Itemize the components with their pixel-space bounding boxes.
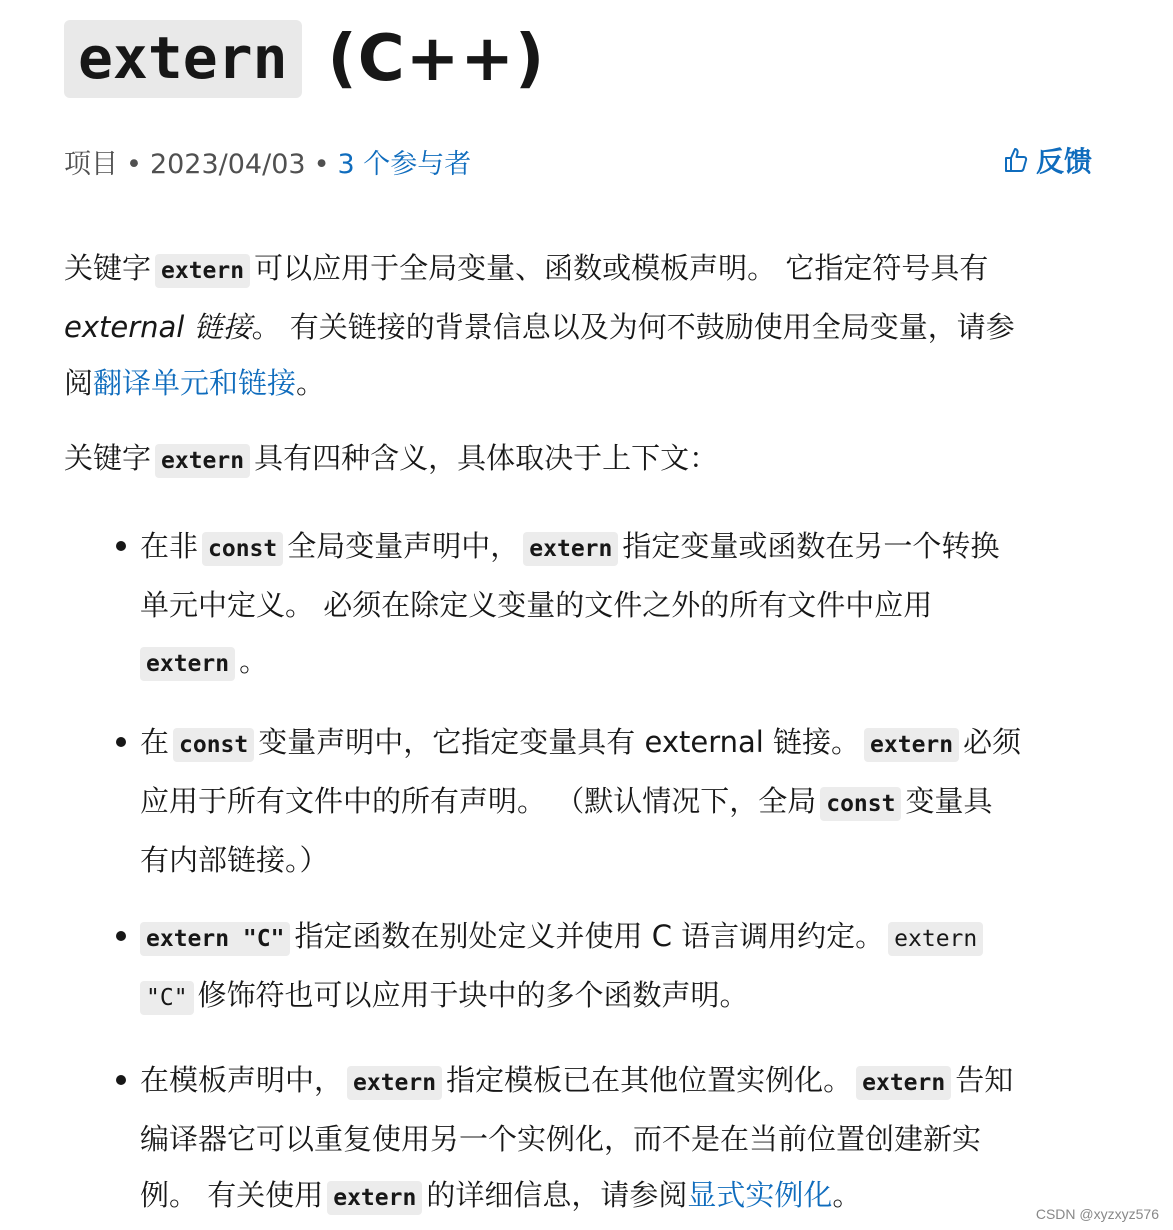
- text: 阅: [64, 366, 94, 400]
- contributors-link[interactable]: 3 个参与者: [337, 149, 472, 180]
- inline-code: const: [202, 532, 283, 566]
- inline-code: const: [820, 787, 901, 821]
- inline-code: const: [173, 728, 254, 762]
- inline-code: extern "C": [140, 922, 290, 956]
- inline-code: extern: [888, 922, 983, 956]
- text: 变量具: [905, 784, 993, 818]
- text: 有内部链接。）: [140, 843, 329, 877]
- text: 在: [140, 725, 170, 759]
- text: 编译器它可以重复使用另一个实例化，而不是在当前位置创建新实: [140, 1122, 982, 1156]
- text: 修饰符也可以应用于块中的多个函数声明。: [197, 978, 749, 1012]
- article-meta: [64, 142, 1092, 181]
- inline-code: extern: [864, 728, 959, 762]
- list-item: [140, 1052, 1120, 1226]
- text: 指定函数在别处定义并使用 C 语言调用约定。: [294, 919, 885, 953]
- thumbs-up-icon: [1004, 147, 1028, 173]
- list-item: [140, 518, 1120, 692]
- text: 单元中定义。 必须在除定义变量的文件之外的所有文件中应用: [140, 588, 933, 622]
- text: 在非: [140, 529, 199, 563]
- page-title: [64, 20, 545, 98]
- translation-units-link[interactable]: 翻译单元和链接: [93, 366, 297, 400]
- inline-code: extern: [523, 532, 618, 566]
- feedback-button[interactable]: [1004, 140, 1092, 180]
- meta-date: 2023/04/03: [149, 149, 306, 180]
- text: 必须: [963, 725, 1022, 759]
- watermark: CSDN @xyzxyz576: [1035, 1206, 1159, 1222]
- list-bullet: [116, 931, 126, 941]
- text: 全局变量声明中，: [287, 529, 520, 563]
- list-bullet: [116, 737, 126, 747]
- text: 告知: [955, 1063, 1014, 1097]
- meta-separator: •: [313, 149, 330, 180]
- text: 关键字: [64, 251, 152, 285]
- inline-code: extern: [856, 1066, 951, 1100]
- title-suffix: (C++): [327, 22, 546, 96]
- list-item: [140, 908, 1120, 1026]
- explicit-instantiation-link[interactable]: 显式实例化: [687, 1178, 833, 1212]
- meanings-paragraph: [64, 430, 1104, 489]
- inline-code: "C": [140, 981, 194, 1015]
- inline-code: extern: [155, 254, 250, 288]
- text: 例。 有关使用: [140, 1178, 324, 1212]
- text: 可以应用于全局变量、函数或模板声明。 它指定符号具有: [254, 251, 989, 285]
- text: 指定变量或函数在另一个转换: [622, 529, 1000, 563]
- text: 关键字: [64, 441, 152, 475]
- inline-code: extern: [347, 1066, 442, 1100]
- text: 变量声明中，它指定变量具有 external 链接。: [258, 725, 861, 759]
- list-item: [140, 714, 1120, 888]
- text: 。: [239, 644, 269, 678]
- inline-code: extern: [327, 1181, 422, 1215]
- list-bullet: [116, 541, 126, 551]
- feedback-label: 反馈: [1035, 145, 1092, 178]
- intro-paragraph: [64, 240, 1104, 411]
- text: 。 有关链接的背景信息以及为何不鼓励使用全局变量，请参: [251, 310, 1015, 344]
- title-code: extern: [64, 20, 302, 98]
- meta-separator: •: [126, 149, 142, 180]
- text: 应用于所有文件中的所有声明。 （默认情况下，全局: [140, 784, 817, 818]
- text: 。: [296, 366, 326, 400]
- text: 在模板声明中，: [140, 1063, 344, 1097]
- emphasis-text: external 链接: [64, 310, 252, 344]
- text: 指定模板已在其他位置实例化。: [446, 1063, 853, 1097]
- meta-type: 项目: [64, 149, 118, 180]
- inline-code: extern: [140, 647, 235, 681]
- text: 的详细信息，请参阅: [426, 1178, 688, 1212]
- inline-code: extern: [155, 444, 250, 478]
- text: 。: [832, 1178, 862, 1212]
- list-bullet: [116, 1075, 126, 1085]
- text: 具有四种含义，具体取决于上下文：: [254, 441, 719, 475]
